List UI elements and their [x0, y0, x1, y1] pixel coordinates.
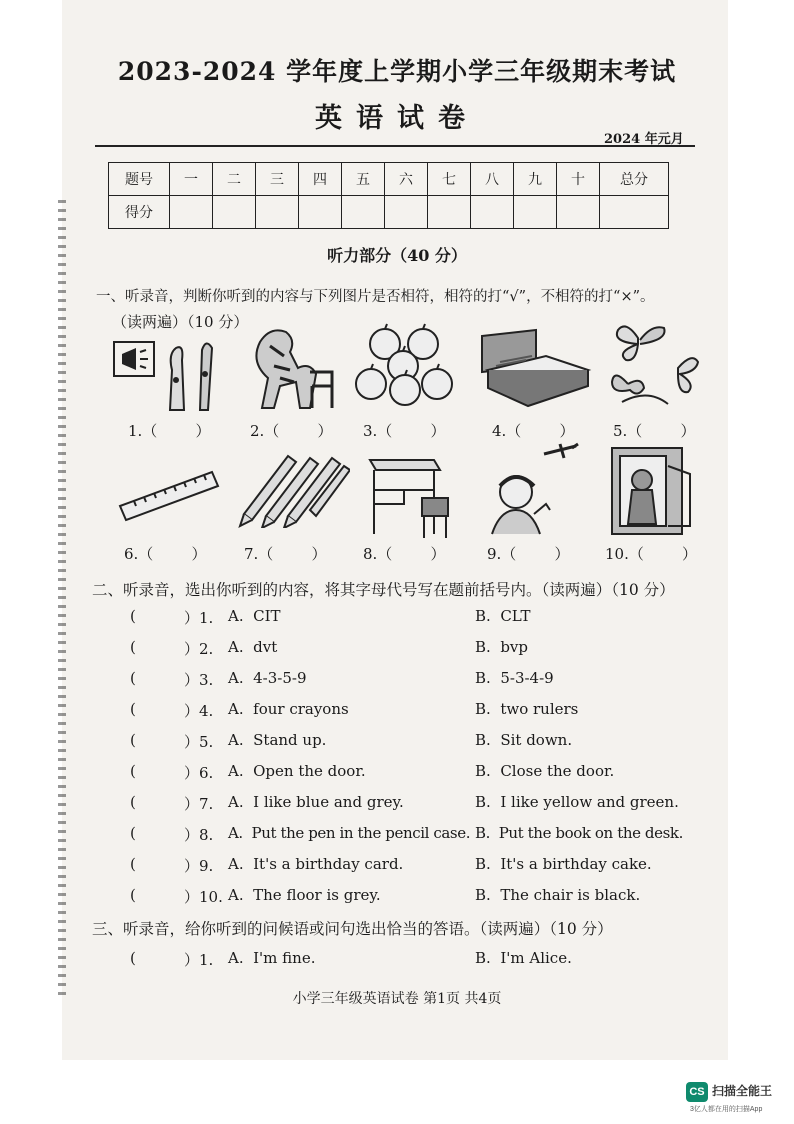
option-a: A. It's a birthday card.	[228, 855, 404, 873]
score-input-cell[interactable]	[428, 196, 471, 229]
score-input-cell[interactable]	[256, 196, 299, 229]
score-cell: 五	[342, 163, 385, 196]
question-number: ）6.	[184, 764, 214, 782]
score-input-cell[interactable]	[170, 196, 213, 229]
q1-8-answer[interactable]: 8.（ ）	[363, 545, 446, 563]
section2-row	[130, 793, 690, 817]
option-a: A. Put the pen in the pencil case.	[228, 824, 471, 842]
section2-row	[130, 669, 690, 693]
answer-blank[interactable]: (	[130, 793, 136, 811]
option-b: B. two rulers	[475, 700, 579, 718]
exam-subtitle: 英语试卷	[315, 103, 479, 134]
header-rule	[95, 145, 695, 147]
listening-heading: 听力部分（40 分）	[327, 246, 467, 265]
section2-row	[130, 731, 690, 755]
score-input-cell[interactable]	[600, 196, 669, 229]
scanner-logo-icon: CS	[686, 1082, 708, 1102]
butterflies-picture	[608, 318, 700, 408]
option-b: B. Sit down.	[475, 731, 573, 749]
option-a: A. I'm fine.	[228, 949, 316, 967]
desk-chair-picture	[364, 450, 460, 540]
section2-row	[130, 824, 690, 848]
answer-blank[interactable]: (	[130, 638, 136, 656]
score-cell: 七	[428, 163, 471, 196]
scanner-tagline: 3亿人都在用的扫描App	[690, 1106, 763, 1113]
section2-row	[130, 886, 690, 910]
answer-blank[interactable]: (	[130, 824, 136, 842]
pencils-picture	[238, 448, 350, 528]
megaphone-giraffe-picture	[110, 330, 220, 414]
question-number: ）10.	[184, 888, 223, 906]
bed-picture	[476, 326, 596, 410]
score-cell: 四	[299, 163, 342, 196]
option-a: A. four crayons	[228, 700, 349, 718]
option-b: B. CLT	[475, 607, 531, 625]
binding-marks	[58, 200, 66, 1000]
option-a: A. CIT	[228, 607, 281, 625]
answer-blank[interactable]: (	[130, 886, 136, 904]
score-cell: 八	[471, 163, 514, 196]
score-cell: 二	[213, 163, 256, 196]
question-number: ）2.	[184, 640, 214, 658]
section2-instruction: 二、听录音，选出你听到的内容，将其字母代号写在题前括号内。（读两遍）（10 分）	[92, 581, 675, 599]
answer-blank[interactable]: (	[130, 731, 136, 749]
option-b: B. bvp	[475, 638, 529, 656]
answer-blank[interactable]: (	[130, 762, 136, 780]
score-cell: 六	[385, 163, 428, 196]
score-input-cell[interactable]	[514, 196, 557, 229]
section1-note: （读两遍）（10 分）	[112, 313, 249, 331]
option-a: A. Stand up.	[228, 731, 327, 749]
score-cell: 九	[514, 163, 557, 196]
option-a: A. The floor is grey.	[228, 886, 381, 904]
question-number: ）1.	[184, 609, 214, 627]
question-number: ）7.	[184, 795, 214, 813]
q1-10-answer[interactable]: 10.（ ）	[605, 545, 697, 563]
section3-instruction: 三、听录音，给你听到的问候语或问句选出恰当的答语。（读两遍）（10 分）	[92, 920, 613, 938]
option-b: B. I'm Alice.	[475, 949, 572, 967]
option-a: A. I like blue and grey.	[228, 793, 404, 811]
question-number: ）8.	[184, 826, 214, 844]
score-cell: 一	[170, 163, 213, 196]
apples-picture	[355, 322, 455, 408]
girl-plane-picture	[480, 440, 584, 536]
exam-date: 2024 年元月	[604, 132, 684, 147]
option-a: A. Open the door.	[228, 762, 366, 780]
section2-row	[130, 607, 690, 631]
tiger-chair-picture	[240, 322, 340, 412]
score-cell: 十	[557, 163, 600, 196]
question-number: ）1.	[184, 951, 214, 969]
q1-1-answer[interactable]: 1.（ ）	[128, 422, 211, 440]
score-input-cell[interactable]	[299, 196, 342, 229]
score-input-cell[interactable]	[342, 196, 385, 229]
score-input-cell[interactable]	[471, 196, 514, 229]
q1-5-answer[interactable]: 5.（ ）	[613, 422, 696, 440]
section2-row	[130, 638, 690, 662]
scanner-app-name: 扫描全能王	[712, 1084, 773, 1098]
score-table	[108, 162, 669, 229]
option-b: B. The chair is black.	[475, 886, 641, 904]
score-cell: 总分	[600, 163, 669, 196]
question-number: ）5.	[184, 733, 214, 751]
answer-blank[interactable]: (	[130, 700, 136, 718]
q1-6-answer[interactable]: 6.（ ）	[124, 545, 207, 563]
q1-3-answer[interactable]: 3.（ ）	[363, 422, 446, 440]
score-table-header-row	[109, 163, 669, 196]
score-input-cell[interactable]	[557, 196, 600, 229]
option-b: B. I like yellow and green.	[475, 793, 679, 811]
q1-7-answer[interactable]: 7.（ ）	[244, 545, 327, 563]
score-table-score-row	[109, 196, 669, 229]
section3-row	[130, 949, 690, 973]
option-b: B. Put the book on the desk.	[475, 824, 683, 842]
score-row-label: 得分	[109, 196, 170, 229]
option-b: B. 5-3-4-9	[475, 669, 554, 687]
q1-9-answer[interactable]: 9.（ ）	[487, 545, 570, 563]
option-b: B. It's a birthday cake.	[475, 855, 652, 873]
answer-blank[interactable]: (	[130, 669, 136, 687]
option-a: A. dvt	[228, 638, 278, 656]
q1-4-answer[interactable]: 4.（ ）	[492, 422, 575, 440]
question-number: ）4.	[184, 702, 214, 720]
section2-row	[130, 855, 690, 879]
score-input-cell[interactable]	[213, 196, 256, 229]
option-a: A. 4-3-5-9	[228, 669, 307, 687]
question-number: ）9.	[184, 857, 214, 875]
score-input-cell[interactable]	[385, 196, 428, 229]
question-number: ）3.	[184, 671, 214, 689]
option-b: B. Close the door.	[475, 762, 615, 780]
score-cell: 题号	[109, 163, 170, 196]
ruler-picture	[116, 466, 220, 526]
page-footer: 小学三年级英语试卷 第1页 共4页	[292, 991, 502, 1007]
score-cell: 三	[256, 163, 299, 196]
answer-blank[interactable]: (	[130, 607, 136, 625]
section2-row	[130, 700, 690, 724]
answer-blank[interactable]: (	[130, 855, 136, 873]
door-picture	[608, 446, 696, 536]
exam-title: 2023-2024 学年度上学期小学三年级期末考试	[117, 57, 677, 86]
section1-instruction: 一、听录音，判断你听到的内容与下列图片是否相符，相符的打“√”，不相符的打“×”。	[96, 289, 655, 305]
q1-2-answer[interactable]: 2.（ ）	[250, 422, 333, 440]
section2-row	[130, 762, 690, 786]
answer-blank[interactable]: (	[130, 949, 136, 967]
